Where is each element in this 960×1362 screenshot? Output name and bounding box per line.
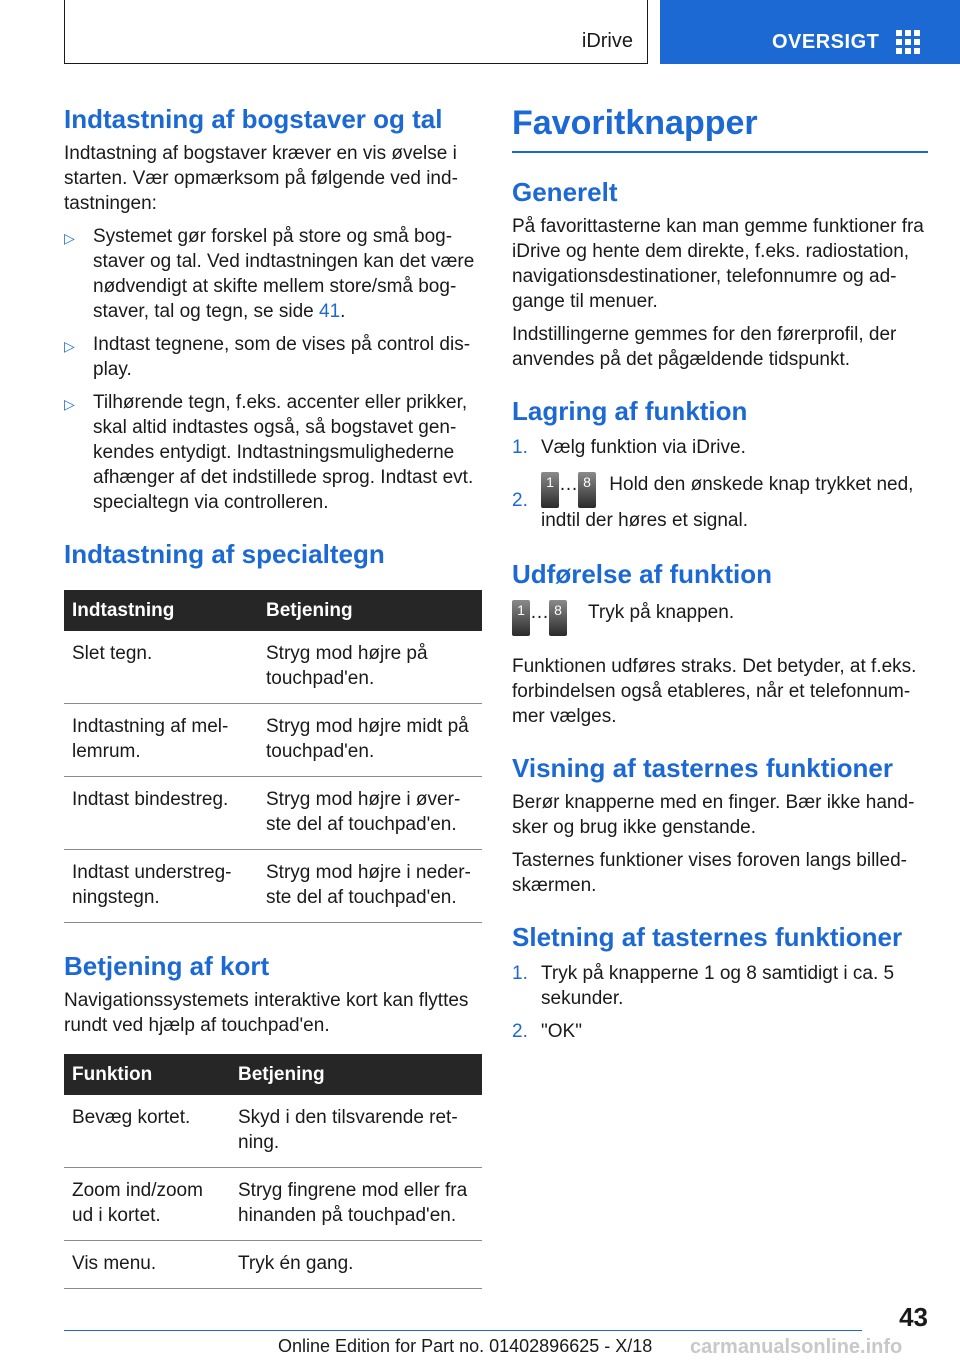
paragraph-show-1: Berør knapperne med en finger. Bær ikke handsker og brug ikke genstande. [512, 792, 915, 838]
table-row: Bevæg kortet. Skyd i den tilsvarende retning. [64, 1095, 482, 1168]
heading-general: Generelt [512, 177, 618, 207]
heading-special: Indtastning af specialtegn [64, 539, 385, 569]
table-header: Betjening [230, 1054, 482, 1095]
paragraph-map: Navigationssystemets interaktive kort kan flyttes rundt ved hjælp af touchpad'en. [64, 990, 469, 1036]
heading-show: Visning af tasternes funktioner [512, 753, 893, 783]
list-item: 2. "OK" [512, 1021, 582, 1042]
overview-tab[interactable] [660, 0, 960, 64]
list-item: 1. Tryk på knapperne 1 og 8 samtidigt i ca. 5 sekunder. [512, 963, 895, 1009]
table-header: Indtastning [64, 590, 258, 631]
favorite-key-1-icon: 1 [512, 600, 530, 636]
footer-rule [64, 1330, 862, 1331]
paragraph-show-2: Tasternes funktioner vises foroven langs billedskærmen. [512, 850, 907, 896]
triangle-icon: ▷ [64, 230, 75, 246]
table-row: Indtastning af mellemrum. Stryg mod højre midt på touchpad'en. [64, 704, 482, 777]
triangle-icon: ▷ [64, 396, 75, 412]
table-row: Indtast bindestreg. Stryg mod højre i øverste del af touchpad'en. [64, 777, 482, 850]
table-row: Vis menu. Tryk én gang. [64, 1241, 482, 1289]
list-item: ▷ Systemet gør forskel på store og små bogstaver og tal. Ved indtastningen kan det være nødvendigt at skifte mellem store/små bogstaver, tal og tegn, se side 41. [64, 226, 475, 322]
table-header: Funktion [64, 1054, 230, 1095]
right-column [512, 104, 928, 1044]
paragraph-general-2: Indstillingerne gemmes for den førerprofil, der anvendes på det pågældende tidspunkt. [512, 324, 897, 370]
edition-text: Online Edition for Part no. 01402896625 - X/18 [278, 1336, 653, 1356]
bullet-list [64, 224, 482, 515]
table-row: Indtast understregningstegn. Stryg mod højre i nederste del af touchpad'en. [64, 850, 482, 923]
paragraph-input: Indtastning af bogstaver kræver en vis øvelse i starten. Vær opmærksom på følgende ved indtastningen: [64, 143, 458, 214]
table-row: Zoom ind/zoom ud i kortet. Stryg fingrene mod eller fra hinanden på touchpad'en. [64, 1168, 482, 1241]
heading-favorites: Favoritknapper [512, 104, 758, 142]
left-column [64, 104, 482, 1289]
heading-save: Lagring af funktion [512, 396, 748, 426]
table-row: Slet tegn. Stryg mod højre på touchpad'en. [64, 631, 482, 704]
list-item: ▷ Tilhørende tegn, f.eks. accenter eller prikker, skal altid indtastes også, så bogstavet genkendes entydigt. Indtastningsmulighederne afhænger af det indstillede sprog. Indtast evt. specialtegn via controlleren. [64, 392, 474, 513]
watermark: carmanualsonline.info [690, 1336, 903, 1358]
favorite-key-8-icon: 8 [549, 600, 567, 636]
heading-execute: Udførelse af funktion [512, 559, 773, 589]
map-table [64, 1054, 482, 1289]
grid-icon [896, 30, 920, 52]
table-header: Betjening [258, 590, 482, 631]
triangle-icon: ▷ [64, 338, 75, 354]
page-link[interactable]: 41 [319, 301, 341, 322]
heading-rule [512, 151, 928, 153]
paragraph-execute: Funktionen udføres straks. Det betyder, at f.eks. forbindelsen også etableres, når et telefonnummer vælges. [512, 656, 917, 727]
header-bar [64, 0, 648, 64]
special-chars-table [64, 590, 482, 923]
heading-map: Betjening af kort [64, 951, 270, 981]
section-title: iDrive [581, 30, 633, 52]
favorite-key-1-icon: 1 [541, 472, 559, 508]
heading-input: Indtastning af bogstaver og tal [64, 104, 443, 134]
heading-delete: Sletning af tasternes funktioner [512, 922, 903, 952]
list-item: ▷ Indtast tegnene, som de vises på control display. [64, 334, 471, 380]
favorite-key-8-icon: 8 [578, 472, 596, 508]
list-item: 1. Vælg funktion via iDrive. [512, 437, 746, 458]
execute-instruction: 1 … 8 Tryk på knappen. [512, 600, 928, 642]
overview-label: OVERSIGT [772, 31, 880, 53]
page-number: 43 [899, 1302, 928, 1332]
list-item: 2. 1 … 8 Hold den ønskede knap trykket ned, indtil der høres et signal. [512, 474, 914, 531]
paragraph-general-1: På favorittasterne kan man gemme funktioner fra iDrive og hente dem direkte, f.eks. radiostation, navigationsdestinationer, telefonnumre og adgange til menuer. [512, 216, 924, 312]
